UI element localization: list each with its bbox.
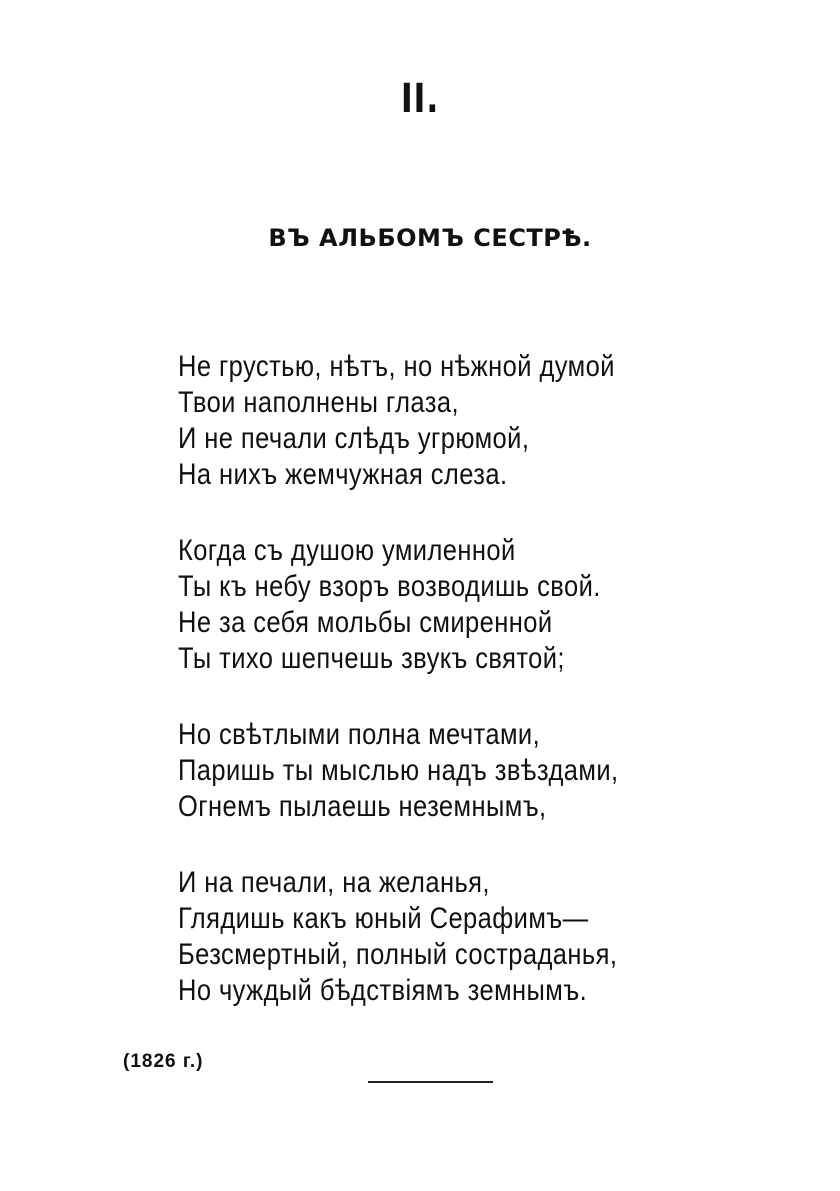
stanza-3: [178, 717, 778, 825]
poem-line: Ты тихо шепчешь звукъ святой;: [178, 642, 565, 675]
poem-title: ВЪ АЛЬБОМЪ СЕСТРѢ.: [268, 224, 592, 252]
poem-line: Безсмертный, полный состраданья,: [178, 938, 618, 971]
poem-line: Не грустью, нѣтъ, но нѣжной думой: [178, 350, 615, 383]
poem-line: Не за себя мольбы смиренной: [178, 606, 553, 639]
poem-date: (1826 г.): [123, 1051, 204, 1072]
poem-line: Но свѣтлыми полна мечтами,: [178, 718, 541, 751]
stanza-4: [178, 865, 778, 1009]
poem-line: И не печали слѣдъ угрюмой,: [178, 422, 530, 455]
poem-number: II.: [400, 76, 440, 122]
poem-line: Твои наполнены глаза,: [178, 386, 459, 419]
closing-rule: [368, 1081, 493, 1083]
poem-line: И на печали, на желанья,: [178, 866, 490, 899]
poem-line: Ты къ небу взоръ возводишь свой.: [178, 570, 601, 603]
poem-line: Но чуждый бѣдствіямъ земнымъ.: [178, 974, 588, 1007]
poem-line: На нихъ жемчужная слеза.: [178, 458, 508, 491]
stanza-2: [178, 533, 778, 677]
stanza-1: [178, 349, 778, 493]
poem-line: Паришь ты мыслью надъ звѣздами,: [178, 754, 619, 787]
poem-line: Огнемъ пылаешь неземнымъ,: [178, 790, 547, 823]
poem-line: Глядишь какъ юный Серафимъ—: [178, 902, 589, 935]
poem-body: [178, 349, 778, 1049]
poem-line: Когда съ душою умиленной: [178, 534, 516, 567]
